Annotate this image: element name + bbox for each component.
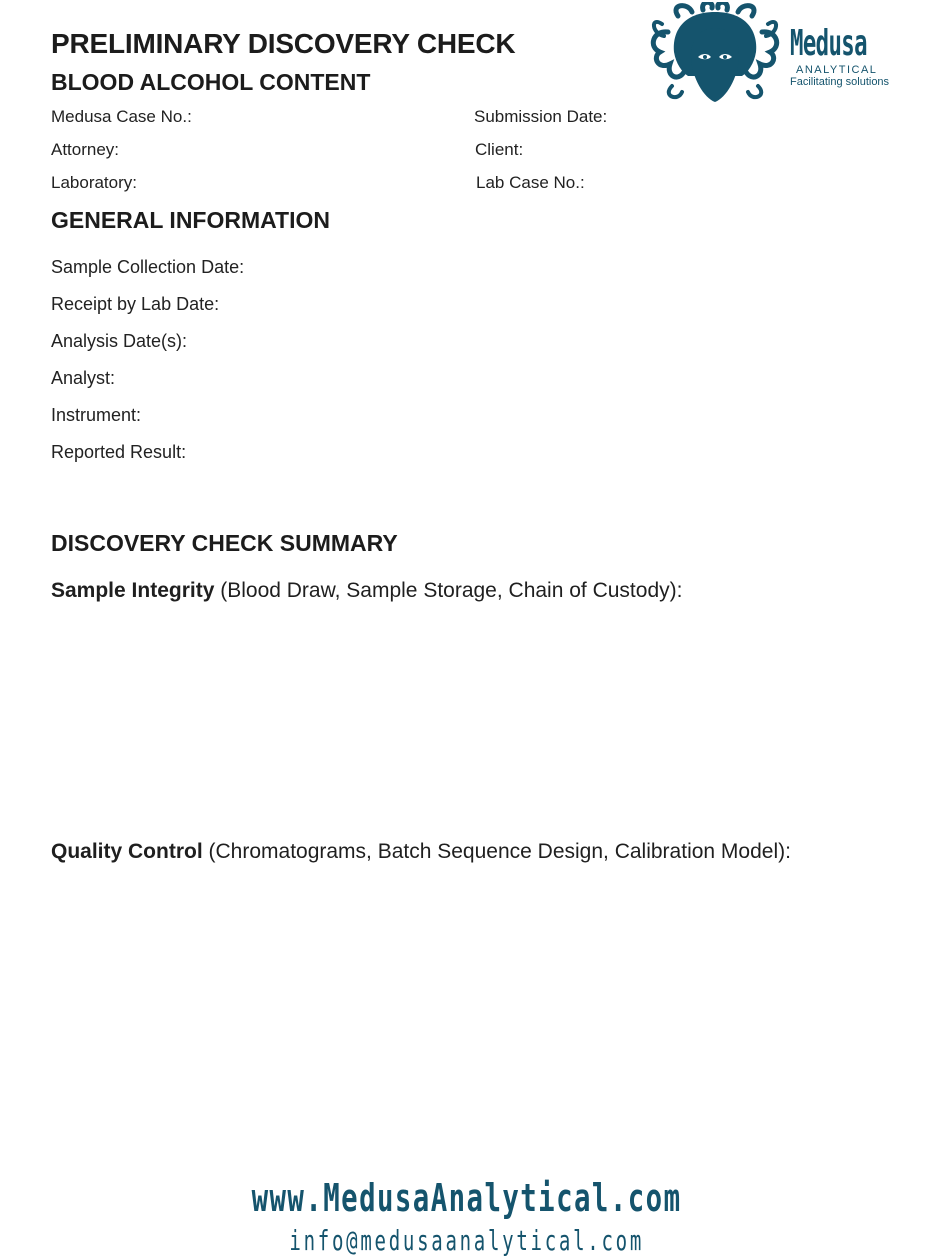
- sample-collection-date-label: Sample Collection Date:: [51, 257, 245, 277]
- submission-date-label: Submission Date:: [474, 107, 608, 126]
- email-link[interactable]: info@medusaanalytical.com: [289, 1224, 645, 1257]
- attorney-label: Attorney:: [51, 140, 120, 159]
- quality-control-detail: (Chromatograms, Batch Sequence Design, Calibration Model):: [202, 840, 791, 863]
- logo-tagline: Facilitating solutions: [790, 76, 890, 88]
- logo-sub: ANALYTICAL: [796, 64, 878, 76]
- case-number-label: Medusa Case No.:: [51, 107, 192, 126]
- reported-result-label: Reported Result:: [51, 442, 187, 462]
- footer-email[interactable]: [0, 1224, 934, 1257]
- analyst-label: Analyst:: [51, 368, 116, 388]
- instrument-label: Instrument:: [51, 405, 142, 425]
- quality-control-label: Quality Control: [51, 840, 203, 863]
- sample-integrity-line: [51, 579, 682, 603]
- client-label: Client:: [475, 140, 524, 159]
- lab-case-number-label: Lab Case No.:: [476, 173, 585, 192]
- discovery-summary-heading: DISCOVERY CHECK SUMMARY: [51, 530, 398, 556]
- website-link[interactable]: www.MedusaAnalytical.com: [252, 1176, 682, 1220]
- document-title: PRELIMINARY DISCOVERY CHECK: [51, 28, 516, 59]
- sample-integrity-label: Sample Integrity: [51, 579, 215, 602]
- receipt-date-label: Receipt by Lab Date:: [51, 294, 220, 314]
- medusa-head-icon: [648, 2, 782, 104]
- sample-integrity-detail: (Blood Draw, Sample Storage, Chain of Custody):: [214, 579, 683, 602]
- footer-website[interactable]: [0, 1176, 934, 1220]
- document-subtitle: BLOOD ALCOHOL CONTENT: [51, 69, 371, 95]
- general-information-heading: GENERAL INFORMATION: [51, 207, 330, 233]
- laboratory-label: Laboratory:: [51, 173, 137, 192]
- logo-name: Medusa: [790, 23, 867, 64]
- medusa-logo: [648, 2, 888, 104]
- quality-control-line: [51, 840, 791, 864]
- analysis-dates-label: Analysis Date(s):: [51, 331, 188, 351]
